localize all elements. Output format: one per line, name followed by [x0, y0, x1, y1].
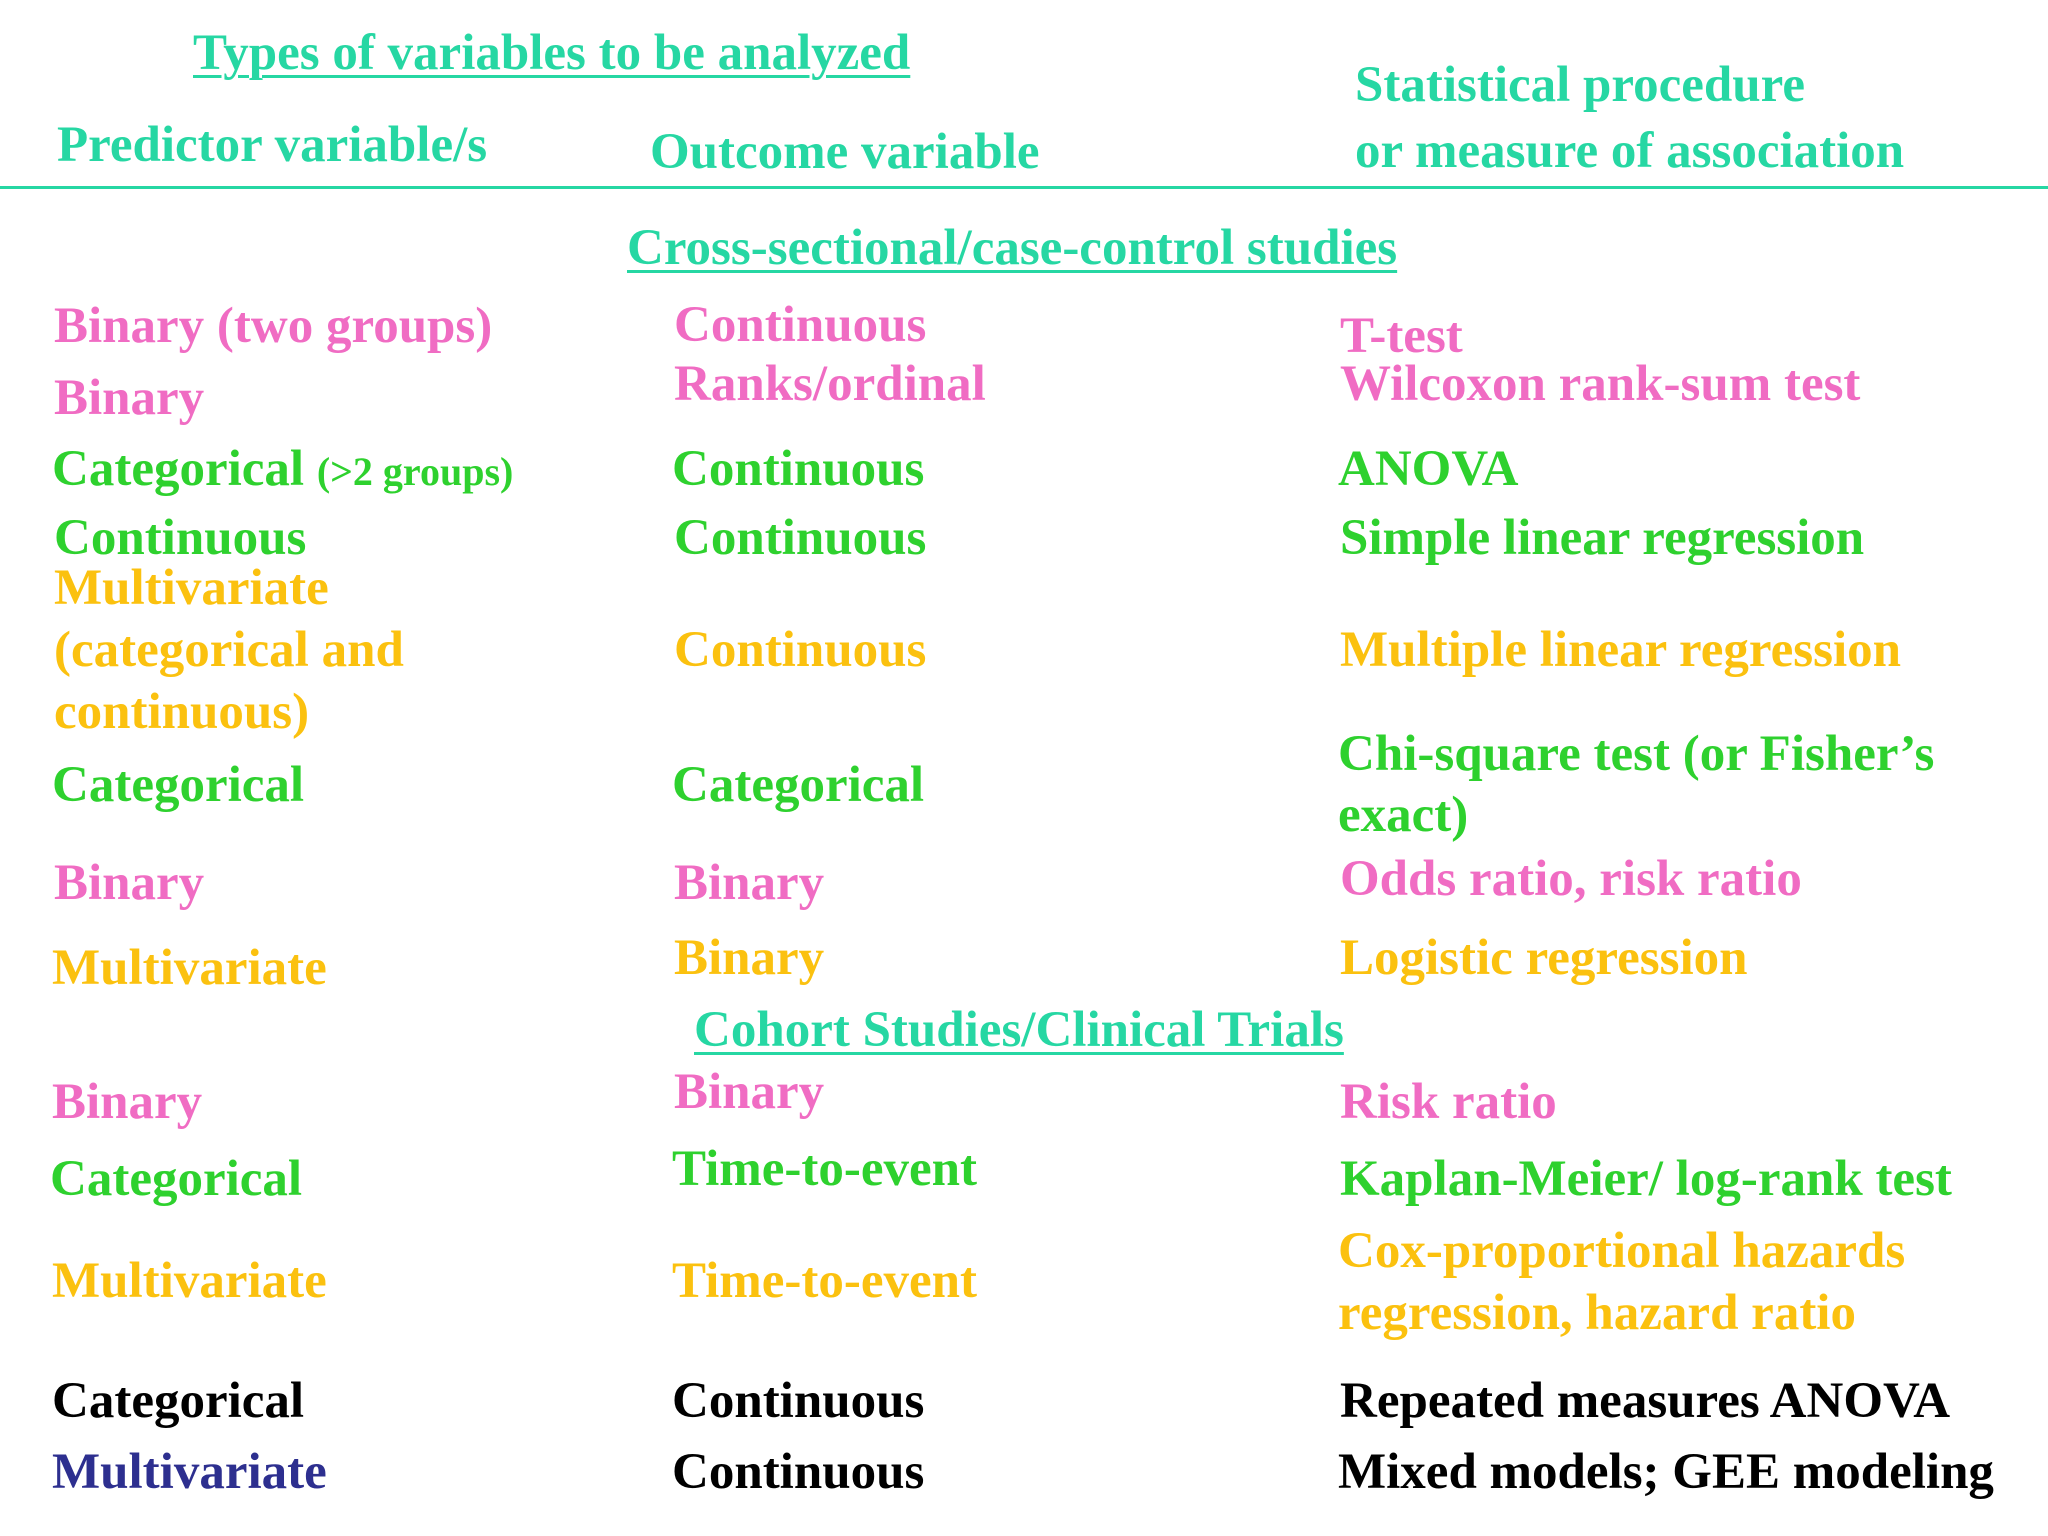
outcome-cell: Continuous [672, 441, 925, 497]
procedure-cell: Repeated measures ANOVA [1340, 1373, 1951, 1429]
procedure-cell: Multiple linear regression [1340, 622, 1901, 678]
outcome-cell: Binary [674, 855, 825, 911]
predictor-cell: Categorical [52, 1373, 305, 1429]
procedure-cell: T-test [1340, 308, 1463, 364]
procedure-cell: Mixed models; GEE modeling [1338, 1444, 1994, 1500]
predictor-cell: Categorical [50, 1151, 303, 1207]
procedure-cell-line1: Cox-proportional hazards [1338, 1223, 1906, 1279]
outcome-heading: Outcome variable [650, 124, 1040, 180]
outcome-cell: Categorical [672, 757, 925, 813]
outcome-cell: Continuous [674, 510, 927, 566]
predictor-cell: Multivariate [52, 1444, 327, 1500]
section-title-cross-sectional: Cross-sectional/case-control studies [627, 220, 1398, 276]
outcome-cell: Time-to-event [672, 1253, 977, 1309]
predictor-heading: Predictor variable/s [57, 117, 488, 173]
outcome-cell: Binary [674, 930, 825, 986]
outcome-cell: Continuous [672, 1444, 925, 1500]
procedure-cell: Logistic regression [1340, 930, 1748, 986]
predictor-cell: Binary [54, 855, 205, 911]
predictor-note: (>2 groups) [316, 449, 514, 494]
predictor-cell-line3: continuous) [54, 684, 310, 740]
procedure-cell: ANOVA [1338, 441, 1519, 497]
outcome-cell: Time-to-event [672, 1141, 977, 1197]
predictor-cell: Binary (two groups) [54, 298, 493, 354]
predictor-cell: Binary [54, 370, 205, 426]
section-title-cohort: Cohort Studies/Clinical Trials [694, 1002, 1344, 1058]
predictor-label: Categorical [52, 441, 305, 497]
outcome-cell: Continuous [672, 1373, 925, 1429]
outcome-cell: Binary [674, 1064, 825, 1120]
procedure-cell: Odds ratio, risk ratio [1340, 851, 1802, 907]
outcome-cell: Ranks/ordinal [674, 356, 986, 412]
procedure-cell-line2: regression, hazard ratio [1338, 1285, 1856, 1341]
procedure-cell: Risk ratio [1340, 1074, 1557, 1130]
procedure-cell: Simple linear regression [1340, 510, 1865, 566]
header-divider [0, 186, 2048, 189]
predictor-cell: Categorical [52, 757, 305, 813]
predictor-cell: Binary [52, 1074, 203, 1130]
procedure-cell: Wilcoxon rank-sum test [1340, 356, 1861, 412]
predictor-cell: Multivariate [52, 940, 327, 996]
predictor-cell-line1: Multivariate [54, 560, 329, 616]
procedure-cell: Kaplan-Meier/ log-rank test [1340, 1151, 1952, 1207]
procedure-heading-line2: or measure of association [1355, 123, 1905, 179]
predictor-cell-line2: (categorical and [54, 622, 404, 678]
procedure-heading-line1: Statistical procedure [1355, 57, 1805, 113]
predictor-cell: Continuous [54, 510, 307, 566]
predictor-cell: Multivariate [52, 1253, 327, 1309]
predictor-cell [52, 438, 513, 503]
outcome-cell: Continuous [674, 297, 927, 353]
procedure-cell-line2: exact) [1338, 787, 1469, 843]
procedure-cell-line1: Chi-square test (or Fisher’s [1338, 726, 1935, 782]
top-title: Types of variables to be analyzed [193, 25, 911, 81]
outcome-cell: Continuous [674, 622, 927, 678]
